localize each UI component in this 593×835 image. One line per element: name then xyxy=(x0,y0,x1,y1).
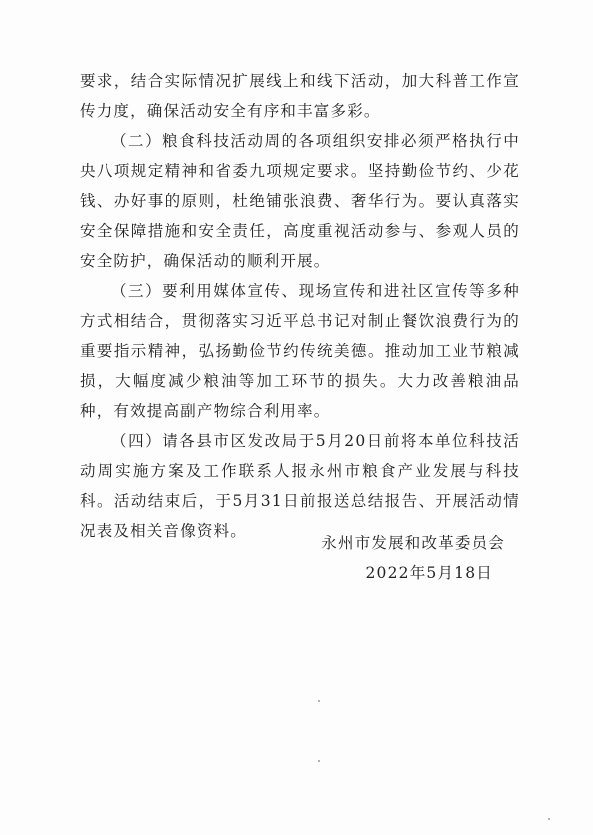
issue-date: 2022年5月18日 xyxy=(365,564,493,582)
issuing-organization: 永州市发展和改革委员会 xyxy=(321,534,505,552)
paragraph-item-2: （二）粮食科技活动周的各项组织安排必须严格执行中央八项规定精神和省委九项规定要求。坚持勤俭节约、少花钱、办好事的原则，杜绝铺张浪费、奢华行为。要认真落实安全保障措施和安全责任，高度重视活动参与、参观人员的安全防护，确保活动的顺利开展。 xyxy=(80,132,520,270)
signature-block xyxy=(305,528,505,588)
document-body xyxy=(80,66,520,546)
paragraph-item-4: （四）请各县市区发改局于5月20日前将本单位科技活动周实施方案及工作联系人报永州市粮食产业发展与科技科。活动结束后，于5月31日前报送总结报告、开展活动情况表及相关音像资料。 xyxy=(80,432,520,540)
scan-speck xyxy=(318,760,320,762)
scan-speck xyxy=(318,700,320,702)
scan-speck xyxy=(548,818,550,820)
paragraph-continuation: 要求，结合实际情况扩展线上和线下活动，加大科普工作宣传力度，确保活动安全有序和丰富多彩。 xyxy=(80,72,520,120)
paragraph-item-3: （三）要利用媒体宣传、现场宣传和进社区宣传等多种方式相结合，贯彻落实习近平总书记对制止餐饮浪费行为的重要指示精神，弘扬勤俭节约传统美德。推动加工业节粮减损，大幅度减少粮油等加工环节的损失。大力改善粮油品种，有效提高副产物综合利用率。 xyxy=(80,282,520,420)
